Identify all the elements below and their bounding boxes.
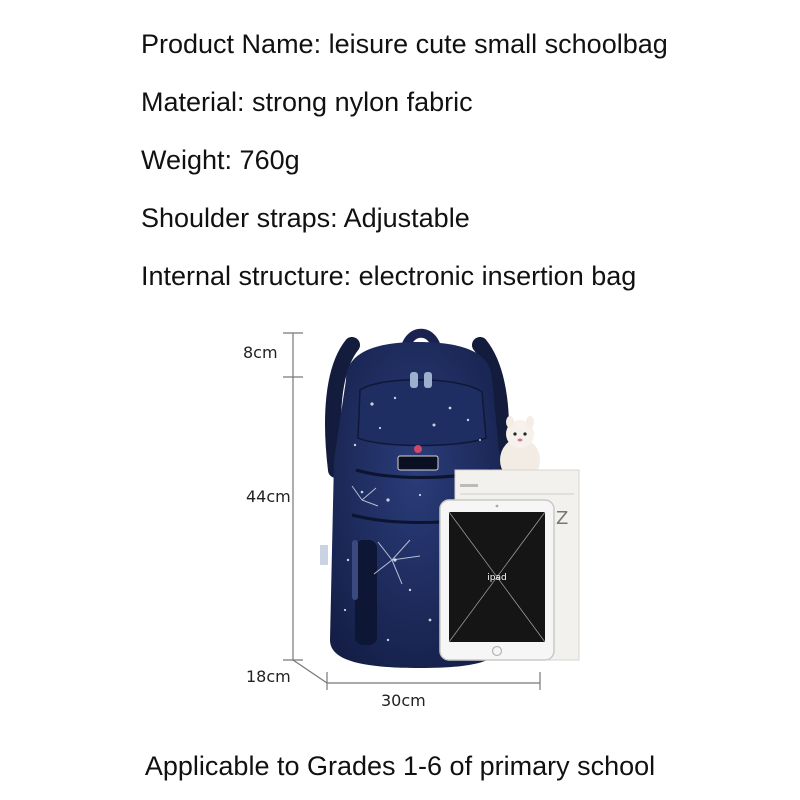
spec-internal-structure: Internal structure: electronic insertion bag <box>141 261 637 291</box>
dimension-width: 30cm <box>381 691 426 710</box>
tablet-label: ipad <box>487 573 507 583</box>
dimension-depth: 18cm <box>246 667 291 686</box>
spec-shoulder-straps: Shoulder straps: Adjustable <box>141 203 470 233</box>
spec-material: Material: strong nylon fabric <box>141 87 473 117</box>
dimension-height: 44cm <box>246 487 291 506</box>
spec-weight: Weight: 760g <box>141 145 300 175</box>
footer-caption: Applicable to Grades 1-6 of primary school <box>144 751 656 781</box>
box-label: Z <box>556 508 569 529</box>
dimension-top: 8cm <box>243 343 278 362</box>
spec-product-name: Product Name: leisure cute small schoolbag <box>141 29 668 59</box>
